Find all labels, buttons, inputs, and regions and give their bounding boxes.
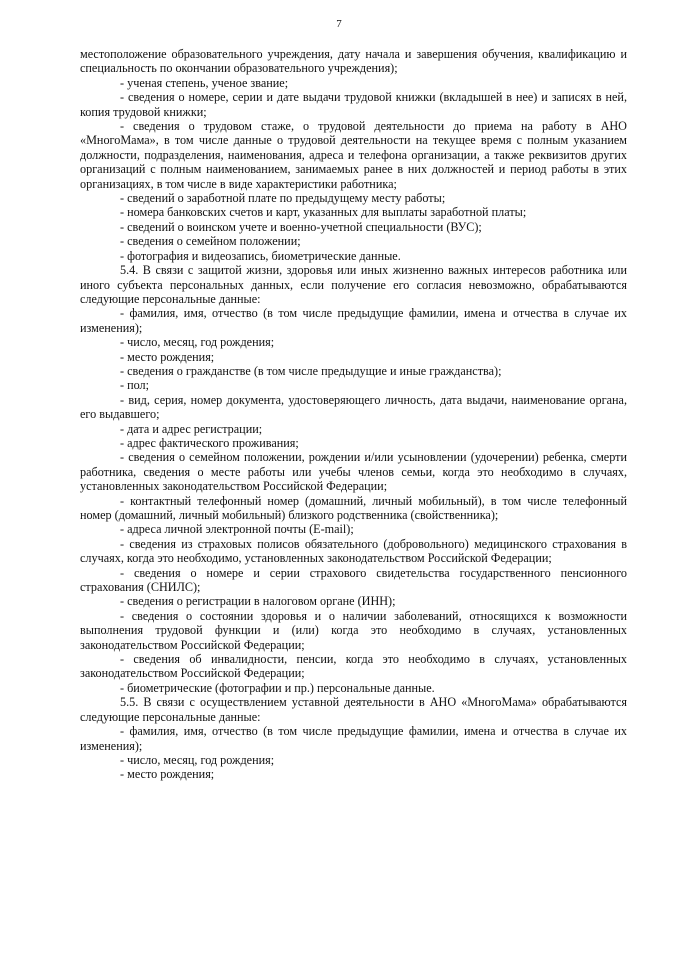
document-paragraph: - вид, серия, номер документа, удостоверяющего личность, дата выдачи, наименование органа, его выдавшего; (80, 392, 627, 422)
document-paragraph: - номера банковских счетов и карт, указанных для выплаты заработной платы; (120, 205, 527, 220)
document-paragraph: - сведения из страховых полисов обязательного (добровольного) медицинского страхования в случаях, когда это необходимо, установленных законодательством Российской Федерации; (80, 536, 627, 566)
document-paragraph: - фамилия, имя, отчество (в том числе предыдущие фамилии, имена и отчества в случае их изменения); (80, 724, 627, 753)
document-paragraph: - сведений о заработной плате по предыдущему месту работы; (120, 191, 446, 206)
document-paragraph: - биометрические (фотографии и пр.) персональные данные. (120, 680, 435, 695)
document-paragraph: - дата и адрес регистрации; (120, 421, 263, 436)
document-paragraph: местоположение образовательного учреждения, дату начала и завершения обучения, квалификацию и специальность по окончании образовательного учреждения); (80, 47, 627, 76)
document-paragraph: - пол; (120, 378, 150, 393)
document-paragraph: - адрес фактического проживания; (120, 435, 299, 450)
document-paragraph: - фамилия, имя, отчество (в том числе предыдущие фамилии, имена и отчества в случае их изменения); (80, 306, 627, 335)
document-paragraph: - число, месяц, год рождения; (120, 752, 275, 767)
document-paragraph: - число, месяц, год рождения; (120, 335, 275, 350)
document-body (80, 47, 627, 782)
document-paragraph: 5.4. В связи с защитой жизни, здоровья или иных жизненно важных интересов работника или иного субъекта персональных данных, если получение его согласия невозможно, обрабатываются следующие персональные данные: (80, 263, 627, 306)
document-paragraph: - место рождения; (120, 767, 215, 782)
document-paragraph: - сведения о регистрации в налоговом органе (ИНН); (120, 594, 396, 609)
document-paragraph: 5.5. В связи с осуществлением уставной деятельности в АНО «МногоМама» обрабатываются следующие персональные данные: (80, 695, 627, 724)
document-paragraph: - контактный телефонный номер (домашний, личный мобильный), в том числе телефонный номер (домашний, личный мобильный) близкого родственника (свойственника); (80, 493, 627, 522)
document-paragraph: - ученая степень, ученое звание; (120, 75, 289, 90)
document-paragraph: - сведения о семейном положении; (120, 234, 301, 249)
document-paragraph: - сведения о семейном положении, рождении и/или усыновлении (удочерении) ребенка, смерти работника, сведения о месте работы или учебы членов семьи, когда это необходимо в случаях, установленных законодательством Российской Федерации; (80, 450, 627, 494)
document-paragraph: - сведений о воинском учете и военно-учетной специальности (ВУС); (120, 219, 482, 234)
document-paragraph: - адреса личной электронной почты (E-mail); (120, 522, 354, 537)
document-paragraph: - сведения о гражданстве (в том числе предыдущие и иные гражданства); (120, 363, 502, 378)
document-paragraph: - сведения о номере и серии страхового свидетельства государственного пенсионного страхования (СНИЛС); (80, 565, 627, 595)
document-paragraph: - фотография и видеозапись, биометрические данные. (120, 248, 401, 263)
page-number: 7 (336, 18, 342, 30)
document-paragraph: - сведения о состоянии здоровья и о наличии заболеваний, относящихся к возможности выполнения трудовой функции и (или) когда это необходимо в случаях, установленных законодательством Российской Федерации; (80, 608, 627, 652)
document-paragraph: - сведения о номере, серии и дате выдачи трудовой книжки (вкладышей в нее) и записях в ней, копия трудовой книжки; (80, 90, 627, 119)
document-paragraph: - место рождения; (120, 349, 215, 364)
document-paragraph: - сведения об инвалидности, пенсии, когда это необходимо в случаях, установленных законодательством Российской Федерации; (80, 652, 627, 681)
document-paragraph: - сведения о трудовом стаже, о трудовой деятельности до приема на работу в АНО «МногоМама», в том числе данные о трудовой деятельности на текущее время с полным указанием должности, подразделения, наименования, адреса и телефона организации, а также реквизитов других организаций с полным наименованием, занимаемых ранее в них должностей и период работы в этих организациях, в том числе в виде характеристики работника; (80, 119, 627, 191)
